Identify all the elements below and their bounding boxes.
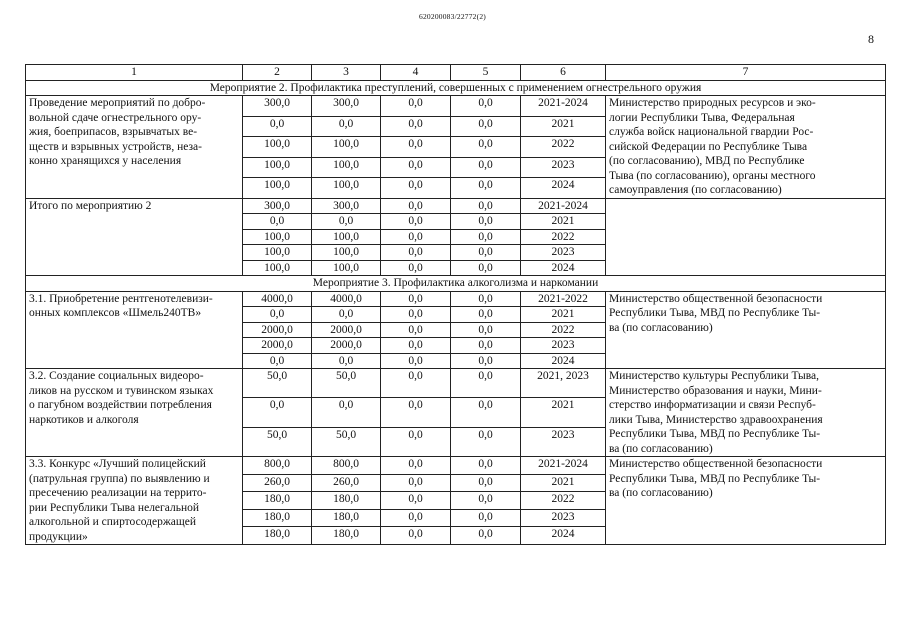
amount-cell: 0,0 (451, 338, 521, 354)
amount-cell: 0,0 (381, 338, 451, 354)
amount-cell: 0,0 (451, 307, 521, 323)
amount-cell: 800,0 (243, 457, 312, 475)
activity-name-cell (26, 457, 243, 545)
amount-cell: 0,0 (451, 427, 521, 456)
amount-cell: 0,0 (451, 322, 521, 338)
amount-cell: 0,0 (451, 369, 521, 398)
executor-cell (606, 457, 886, 545)
cell-line: Республики Тыва, МВД по Республике Ты- (609, 428, 821, 440)
amount-cell: 0,0 (381, 492, 451, 510)
period-cell: 2024 (521, 178, 606, 199)
amount-cell: 2000,0 (312, 322, 381, 338)
amount-cell: 0,0 (451, 509, 521, 527)
column-number: 6 (521, 65, 606, 81)
cell-line: ва (по согласованию) (609, 487, 713, 499)
amount-cell: 100,0 (243, 137, 312, 158)
cell-line: (патрульная группа) по выявлению и (29, 472, 210, 485)
amount-cell: 0,0 (381, 157, 451, 178)
amount-cell: 0,0 (381, 527, 451, 545)
amount-cell: 4000,0 (243, 291, 312, 307)
amount-cell: 100,0 (243, 157, 312, 178)
amount-cell: 300,0 (312, 96, 381, 117)
period-cell: 2021-2024 (521, 96, 606, 117)
amount-cell: 0,0 (243, 353, 312, 369)
amount-cell: 0,0 (312, 398, 381, 427)
amount-cell: 100,0 (312, 178, 381, 199)
section-title: Мероприятие 3. Профилактика алкоголизма и наркомании (26, 276, 886, 292)
cell-line: Тыва (по согласованию), органы местного (609, 169, 816, 182)
period-cell: 2021 (521, 398, 606, 427)
cell-line: 3.2. Создание социальных видеоро- (29, 370, 204, 382)
cell-line: ликов на русском и тувинском языках (29, 384, 214, 397)
period-cell: 2024 (521, 527, 606, 545)
column-number: 4 (381, 65, 451, 81)
period-cell: 2021 (521, 214, 606, 230)
amount-cell: 260,0 (312, 474, 381, 492)
cell-line: ва (по согласованию) (609, 442, 713, 455)
cell-line: Министерство образования и науки, Мини- (609, 384, 822, 397)
amount-cell: 0,0 (312, 353, 381, 369)
cell-line: Министерство природных ресурсов и эко- (609, 97, 816, 109)
amount-cell: 0,0 (451, 245, 521, 261)
cell-line: стерство информатизации и связи Респуб- (609, 399, 816, 411)
column-number: 2 (243, 65, 312, 81)
amount-cell: 0,0 (381, 307, 451, 323)
amount-cell: 100,0 (312, 157, 381, 178)
amount-cell: 0,0 (381, 322, 451, 338)
amount-cell: 2000,0 (312, 338, 381, 354)
amount-cell: 100,0 (243, 245, 312, 261)
activity-name-cell (26, 96, 243, 199)
cell-line: Итого по мероприятию 2 (29, 199, 152, 212)
amount-cell: 4000,0 (312, 291, 381, 307)
amount-cell: 0,0 (381, 353, 451, 369)
cell-line: онных комплексов «Шмель240ТВ» (29, 307, 202, 319)
amount-cell: 2000,0 (243, 338, 312, 354)
cell-line: сийской Федерации по Республике Тыва (609, 140, 808, 153)
column-number: 5 (451, 65, 521, 81)
executor-cell (606, 96, 886, 199)
cell-line: 3.3. Конкурс «Лучший полицейский (29, 458, 206, 470)
period-cell: 2021 (521, 474, 606, 492)
amount-cell: 0,0 (451, 474, 521, 492)
amount-cell: 300,0 (312, 198, 381, 214)
amount-cell: 0,0 (451, 457, 521, 475)
amount-cell: 180,0 (243, 509, 312, 527)
executor-cell (606, 198, 886, 276)
executor-cell (606, 291, 886, 369)
cell-line: служба войск национальной гвардии Рос- (609, 126, 814, 138)
period-cell: 2024 (521, 353, 606, 369)
amount-cell: 0,0 (451, 353, 521, 369)
column-number-row (26, 65, 886, 81)
table-row (26, 369, 886, 398)
period-cell: 2022 (521, 322, 606, 338)
amount-cell: 0,0 (381, 291, 451, 307)
section-title: Мероприятие 2. Профилактика преступлений, совершенных с применением огнестрельного оружия (26, 80, 886, 96)
amount-cell: 0,0 (381, 398, 451, 427)
amount-cell: 0,0 (451, 198, 521, 214)
activity-name-cell (26, 291, 243, 369)
period-cell: 2023 (521, 157, 606, 178)
amount-cell: 0,0 (381, 369, 451, 398)
cell-line: продукции» (29, 530, 88, 543)
amount-cell: 0,0 (381, 96, 451, 117)
amount-cell: 0,0 (381, 178, 451, 199)
period-cell: 2021-2024 (521, 198, 606, 214)
amount-cell: 0,0 (381, 137, 451, 158)
amount-cell: 0,0 (451, 260, 521, 276)
amount-cell: 0,0 (451, 96, 521, 117)
amount-cell: 0,0 (243, 116, 312, 137)
amount-cell: 0,0 (381, 198, 451, 214)
period-cell: 2021-2024 (521, 457, 606, 475)
cell-line: пресечению реализации на террито- (29, 487, 207, 499)
amount-cell: 50,0 (243, 427, 312, 456)
amount-cell: 100,0 (312, 245, 381, 261)
amount-cell: 0,0 (381, 229, 451, 245)
column-number: 7 (606, 65, 886, 81)
amount-cell: 0,0 (381, 214, 451, 230)
amount-cell: 100,0 (243, 229, 312, 245)
period-cell: 2022 (521, 137, 606, 158)
period-cell: 2021, 2023 (521, 369, 606, 398)
amount-cell: 0,0 (451, 178, 521, 199)
amount-cell: 0,0 (312, 307, 381, 323)
cell-line: Проведение мероприятий по добро- (29, 97, 206, 109)
amount-cell: 0,0 (381, 457, 451, 475)
period-cell: 2021-2022 (521, 291, 606, 307)
cell-line: Республики Тыва, МВД по Республике Ты- (609, 307, 821, 319)
period-cell: 2023 (521, 427, 606, 456)
cell-line: конно хранящихся у населения (29, 155, 182, 167)
table-row (26, 457, 886, 475)
column-number: 3 (312, 65, 381, 81)
period-cell: 2023 (521, 338, 606, 354)
amount-cell: 0,0 (451, 214, 521, 230)
period-cell: 2022 (521, 229, 606, 245)
table-row (26, 291, 886, 307)
section-header-row (26, 276, 886, 292)
amount-cell: 0,0 (381, 427, 451, 456)
period-cell: 2023 (521, 509, 606, 527)
amount-cell: 0,0 (243, 214, 312, 230)
amount-cell: 100,0 (243, 260, 312, 276)
amount-cell: 50,0 (312, 369, 381, 398)
amount-cell: 260,0 (243, 474, 312, 492)
amount-cell: 0,0 (243, 307, 312, 323)
amount-cell: 180,0 (312, 527, 381, 545)
amount-cell: 300,0 (243, 198, 312, 214)
cell-line: самоуправления (по согласованию) (609, 184, 782, 196)
table-row (26, 198, 886, 214)
amount-cell: 180,0 (312, 492, 381, 510)
cell-line: жия, боеприпасов, взрывчатых ве- (29, 126, 198, 138)
page-number: 8 (868, 32, 874, 46)
executor-cell (606, 369, 886, 457)
activity-name-cell (26, 198, 243, 276)
document-number: 620200083/22772(2) (419, 12, 486, 21)
amount-cell: 0,0 (312, 116, 381, 137)
amount-cell: 100,0 (312, 137, 381, 158)
amount-cell: 50,0 (243, 369, 312, 398)
amount-cell: 0,0 (381, 245, 451, 261)
amount-cell: 100,0 (312, 260, 381, 276)
amount-cell: 0,0 (243, 398, 312, 427)
amount-cell: 800,0 (312, 457, 381, 475)
amount-cell: 0,0 (451, 398, 521, 427)
amount-cell: 0,0 (312, 214, 381, 230)
period-cell: 2024 (521, 260, 606, 276)
amount-cell: 50,0 (312, 427, 381, 456)
amount-cell: 100,0 (312, 229, 381, 245)
period-cell: 2023 (521, 245, 606, 261)
amount-cell: 0,0 (451, 229, 521, 245)
amount-cell: 0,0 (381, 116, 451, 137)
cell-line: вольной сдаче огнестрельного ору- (29, 111, 202, 124)
table-row (26, 96, 886, 117)
cell-line: логии Республики Тыва, Федеральная (609, 111, 795, 124)
amount-cell: 0,0 (451, 492, 521, 510)
cell-line: рии Республики Тыва нелегальной (29, 501, 200, 514)
period-cell: 2021 (521, 116, 606, 137)
amount-cell: 0,0 (381, 260, 451, 276)
cell-line: Министерство общественной безопасности (609, 458, 823, 470)
amount-cell: 0,0 (381, 509, 451, 527)
period-cell: 2022 (521, 492, 606, 510)
amount-cell: 0,0 (451, 291, 521, 307)
amount-cell: 0,0 (451, 527, 521, 545)
cell-line: алкогольной и спиртосодержащей (29, 516, 196, 528)
section-header-row (26, 80, 886, 96)
column-number: 1 (26, 65, 243, 81)
amount-cell: 2000,0 (243, 322, 312, 338)
cell-line: ва (по согласованию) (609, 321, 713, 334)
amount-cell: 0,0 (451, 116, 521, 137)
period-cell: 2021 (521, 307, 606, 323)
amount-cell: 180,0 (312, 509, 381, 527)
amount-cell: 0,0 (381, 474, 451, 492)
cell-line: наркотиков и алкоголя (29, 413, 139, 426)
cell-line: 3.1. Приобретение рентгенотелевизи- (29, 292, 213, 305)
amount-cell: 100,0 (243, 178, 312, 199)
amount-cell: 180,0 (243, 527, 312, 545)
cell-line: ществ и взрывных устройств, неза- (29, 140, 202, 153)
cell-line: о пагубном воздействии потребления (29, 399, 212, 411)
program-table (25, 64, 886, 545)
amount-cell: 0,0 (451, 157, 521, 178)
cell-line: лики Тыва, Министерство здравоохранения (609, 413, 823, 426)
amount-cell: 300,0 (243, 96, 312, 117)
activity-name-cell (26, 369, 243, 457)
amount-cell: 180,0 (243, 492, 312, 510)
cell-line: (по согласованию), МВД по Республике (609, 155, 805, 167)
cell-line: Министерство культуры Республики Тыва, (609, 370, 819, 382)
amount-cell: 0,0 (451, 137, 521, 158)
cell-line: Министерство общественной безопасности (609, 292, 823, 305)
cell-line: Республики Тыва, МВД по Республике Ты- (609, 472, 821, 485)
